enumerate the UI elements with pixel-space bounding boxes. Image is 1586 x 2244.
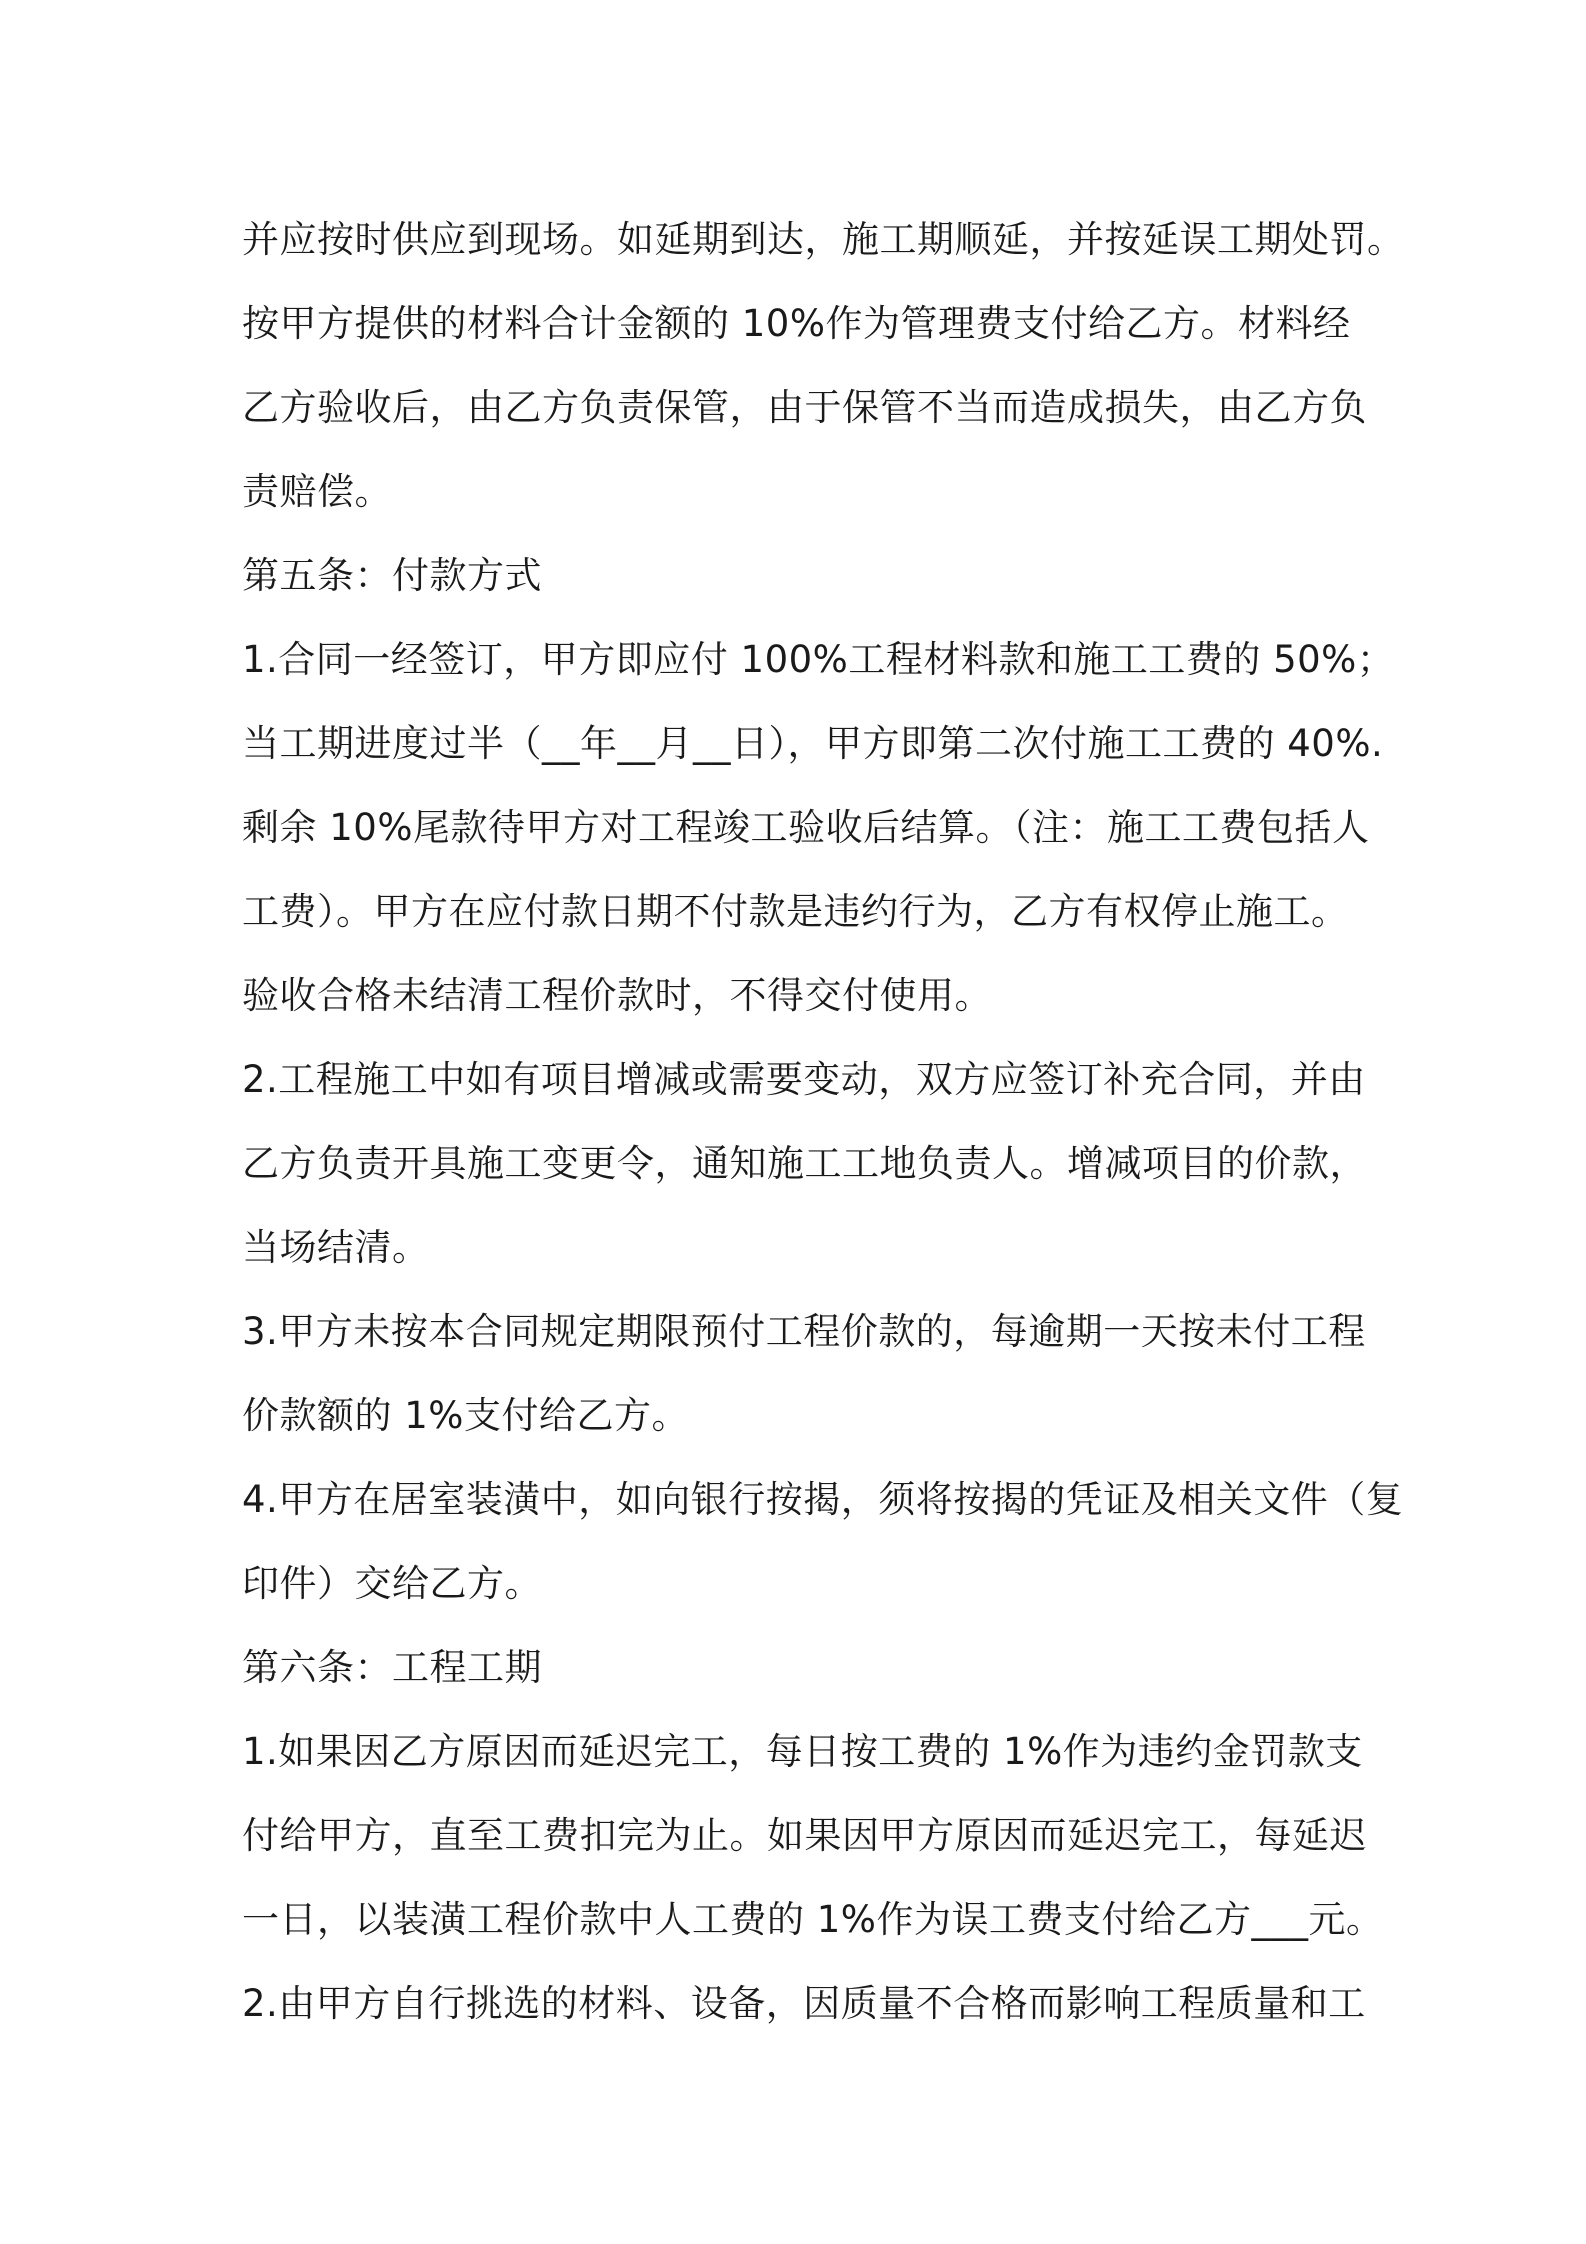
text-line: 工费）。甲方在应付款日期不付款是违约行为，乙方有权停止施工。: [242, 890, 1349, 933]
text-line: 1.如果因乙方原因而延迟完工，每日按工费的 1%作为违约金罚款支: [242, 1730, 1363, 1773]
section-heading-payment: 第五条：付款方式: [242, 554, 542, 597]
section-heading-schedule: 第六条：工程工期: [242, 1646, 542, 1689]
text-line: 4.甲方在居室装潢中，如向银行按揭，须将按揭的凭证及相关文件（复: [242, 1478, 1404, 1521]
text-line: 剩余 10%尾款待甲方对工程竣工验收后结算。（注：施工工费包括人: [242, 806, 1370, 849]
text-line: 2.工程施工中如有项目增减或需要变动，双方应签订补充合同，并由: [242, 1058, 1366, 1101]
text-line: 验收合格未结清工程价款时，不得交付使用。: [242, 974, 992, 1017]
text-line: 并应按时供应到现场。如延期到达，施工期顺延，并按延误工期处罚。: [242, 218, 1405, 261]
contract-body: [242, 198, 1405, 2046]
text-line: 一日，以装潢工程价款中人工费的 1%作为误工费支付给乙方___元。: [242, 1898, 1384, 1941]
text-line: 价款额的 1%支付给乙方。: [242, 1394, 689, 1437]
text-line: 乙方负责开具施工变更令，通知施工工地负责人。增减项目的价款，: [242, 1142, 1367, 1185]
text-line: 责赔偿。: [242, 470, 392, 513]
text-line: 1.合同一经签订，甲方即应付 100%工程材料款和施工工费的 50%；: [242, 638, 1395, 681]
text-line: 3.甲方未按本合同规定期限预付工程价款的，每逾期一天按未付工程: [242, 1310, 1366, 1353]
text-line: 当场结清。: [242, 1226, 430, 1269]
text-line: 按甲方提供的材料合计金额的 10%作为管理费支付给乙方。材料经: [242, 302, 1351, 345]
text-line: 乙方验收后，由乙方负责保管，由于保管不当而造成损失，由乙方负: [242, 386, 1367, 429]
text-line: 印件）交给乙方。: [242, 1562, 542, 1605]
text-line: 2.由甲方自行挑选的材料、设备，因质量不合格而影响工程质量和工: [242, 1982, 1366, 2025]
text-line: 当工期进度过半（__年__月__日），甲方即第二次付施工工费的 40%.: [242, 722, 1384, 765]
text-line: 付给甲方，直至工费扣完为止。如果因甲方原因而延迟完工，每延迟: [242, 1814, 1367, 1857]
